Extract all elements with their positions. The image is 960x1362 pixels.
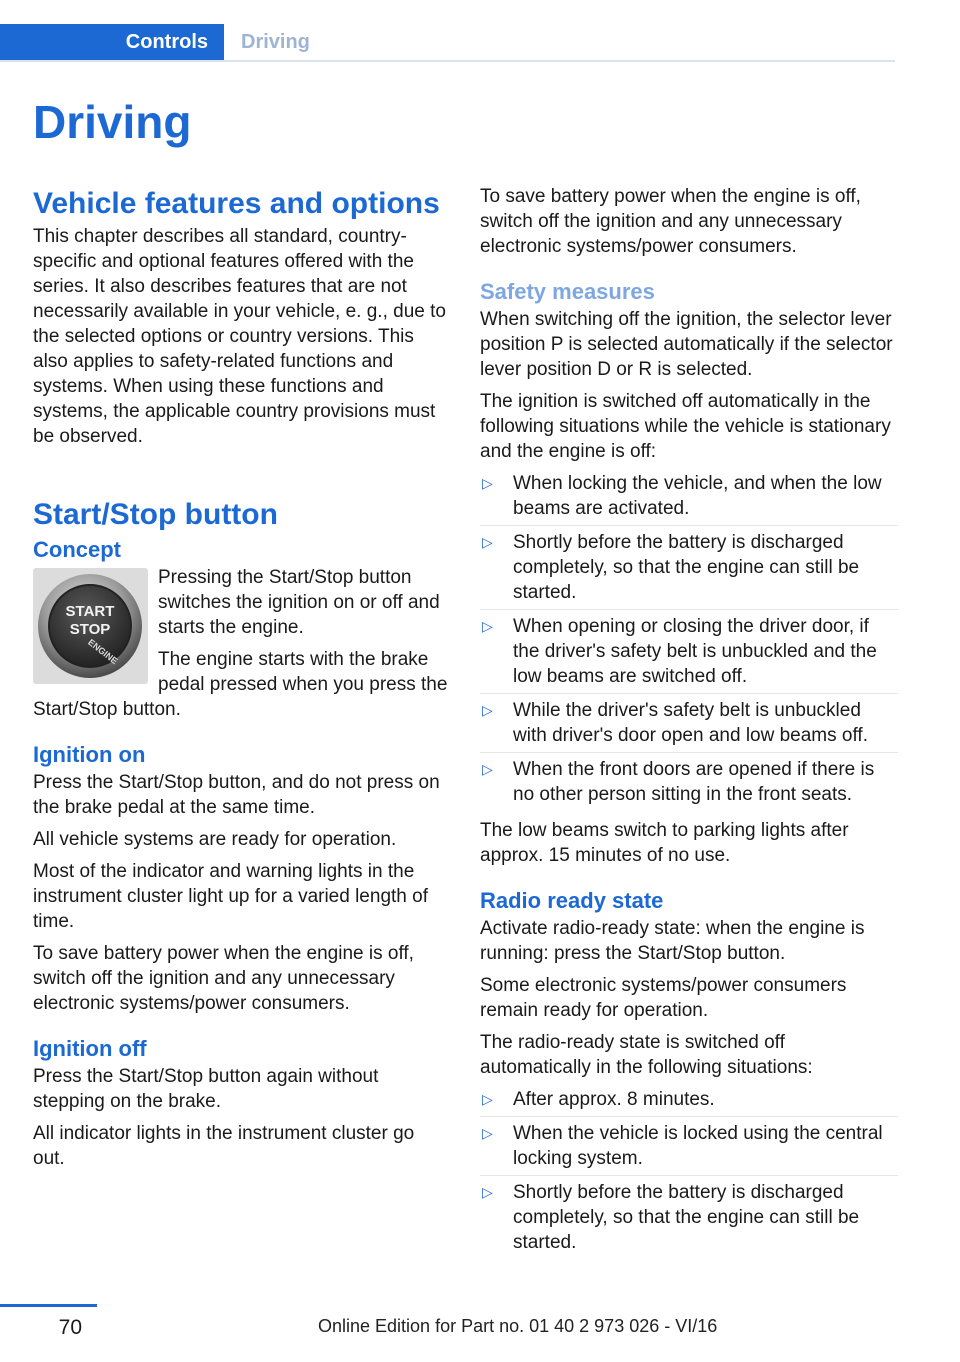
- radio-list: [480, 1087, 898, 1259]
- heading-concept: Concept: [33, 537, 121, 562]
- paragraph-ignition-on-4: To save battery power when the engine is off, switch off the ignition and any unnecessary electronic systems/power consumers.: [33, 943, 414, 1014]
- list-item: ▷ When locking the vehicle, and when the low beams are activated.: [482, 473, 882, 519]
- triangle-bullet-icon: ▷: [482, 702, 493, 718]
- list-item: ▷ Shortly before the battery is discharged completely, so that the engine can still be started.: [480, 1175, 898, 1259]
- safety-list: [480, 471, 898, 811]
- paragraph-ignition-on-3: Most of the indicator and warning lights in the instrument cluster light up for a varied length of time.: [33, 861, 428, 932]
- header-rule: [0, 60, 895, 62]
- triangle-bullet-icon: ▷: [482, 761, 493, 777]
- heading-ignition-off: Ignition off: [33, 1036, 147, 1061]
- header-tab-driving: Driving: [241, 31, 310, 53]
- paragraph-ignition-on-1: Press the Start/Stop button, and do not press on the brake pedal at the same time.: [33, 772, 440, 818]
- triangle-bullet-icon: ▷: [482, 534, 493, 550]
- paragraph-features: This chapter describes all standard, country-specific and optional features offered with the series. It also describes features that are not necessarily available in your vehicle, e. g., due to the selected options or country versions. This also applies to safety-related functions and systems. When using these functions and systems, the applicable country provisions must be observed.: [33, 226, 446, 447]
- list-item: ▷ While the driver's safety belt is unbuckled with driver's door open and low beams off.: [480, 693, 898, 752]
- page-number: 70: [58, 1316, 82, 1339]
- paragraph-radio-2: Some electronic systems/power consumers remain ready for operation.: [480, 975, 847, 1021]
- start-stop-button-icon: [33, 568, 148, 684]
- paragraph-ignition-off-1: Press the Start/Stop button again without stepping on the brake.: [33, 1066, 379, 1112]
- button-text-engine: ENGINE: [86, 637, 120, 667]
- triangle-bullet-icon: ▷: [482, 618, 493, 634]
- paragraph-ignition-off-2: All indicator lights in the instrument cluster go out.: [33, 1123, 415, 1169]
- heading-radio-ready: Radio ready state: [480, 888, 664, 913]
- right-column: [480, 184, 898, 1266]
- triangle-bullet-icon: ▷: [482, 1091, 493, 1107]
- triangle-bullet-icon: ▷: [482, 475, 493, 491]
- list-item: ▷ When opening or closing the driver door, if the driver's safety belt is unbuckled and the low beams are switched off.: [480, 609, 898, 693]
- chapter-title: Driving: [33, 96, 192, 148]
- list-item: ▷ When the front doors are opened if there is no other person sitting in the front seats.: [480, 752, 898, 811]
- paragraph-radio-1: Activate radio-ready state: when the engine is running: press the Start/Stop button.: [480, 918, 865, 964]
- paragraph-safety-1: When switching off the ignition, the selector lever position P is selected automatically if the selector lever position D or R is selected.: [480, 309, 893, 380]
- left-column: [33, 184, 448, 1178]
- heading-ignition-on: Ignition on: [33, 742, 146, 767]
- paragraph-safety-2: The ignition is switched off automatically in the following situations while the vehicle is stationary and the engine is off:: [480, 391, 891, 462]
- heading-safety-measures: Safety measures: [480, 279, 655, 304]
- paragraph-battery-power: To save battery power when the engine is off, switch off the ignition and any unnecessary electronic systems/power consumers.: [480, 186, 861, 257]
- header-tab-controls: Controls: [0, 24, 224, 61]
- paragraph-concept-1: Pressing the Start/Stop button switches the ignition on or off and starts the engine.: [158, 567, 440, 638]
- list-item: ▷ Shortly before the battery is discharged completely, so that the engine can still be started.: [480, 525, 898, 609]
- paragraph-ignition-on-2: All vehicle systems are ready for operation.: [33, 829, 397, 850]
- paragraph-concept-2: The engine starts with the brake pedal pressed when you press the Start/Stop button.: [33, 649, 448, 720]
- paragraph-low-beams: The low beams switch to parking lights after approx. 15 minutes of no use.: [480, 820, 849, 866]
- heading-start-stop: Start/Stop button: [33, 498, 278, 531]
- paragraph-radio-3: The radio-ready state is switched off automatically in the following situations:: [480, 1032, 813, 1078]
- list-item: ▷ After approx. 8 minutes.: [482, 1089, 715, 1110]
- triangle-bullet-icon: ▷: [482, 1184, 493, 1200]
- triangle-bullet-icon: ▷: [482, 1125, 493, 1141]
- edition-note: Online Edition for Part no. 01 40 2 973 026 - VI/16: [318, 1316, 718, 1336]
- button-text-start: START: [65, 603, 115, 620]
- start-stop-button-image: [33, 568, 148, 684]
- list-item: ▷ When the vehicle is locked using the central locking system.: [480, 1116, 898, 1175]
- heading-vehicle-features: Vehicle features and options: [33, 187, 440, 220]
- footer-rule: [0, 1304, 97, 1307]
- button-text-stop: STOP: [69, 621, 111, 638]
